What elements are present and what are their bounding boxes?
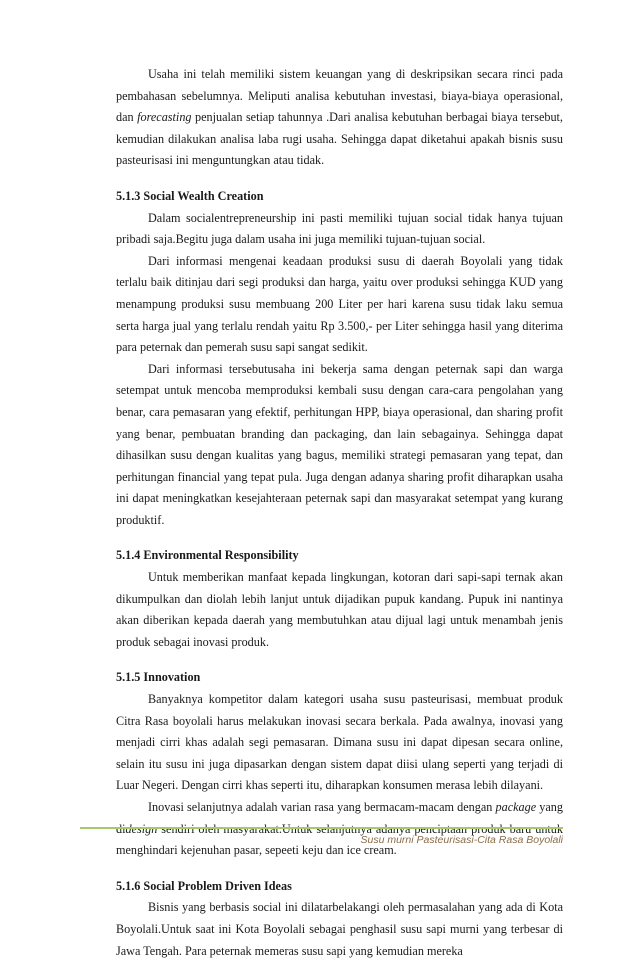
paragraph-514: Untuk memberikan manfaat kepada lingkungan, kotoran dari sapi-sapi ternak akan dikumpulkan dan diolah lebih lanjut untuk dijadikan pupuk kandang. Pupuk ini nantinya akan diberikan kepada daerah yang membutuhkan atau dijual lagi untuk menambah jenis produk sebagai inovasi produk. [116,570,563,649]
paragraph-513-a: Dalam socialentrepreneurship ini pasti memiliki tujuan social tidak hanya tujuan pribadi saja.Begitu juga dalam usaha ini juga memiliki tujuan-tujuan social. [116,210,563,247]
heading-social-wealth-creation: 5.1.3 Social Wealth Creation [116,188,264,203]
paragraph-515-a: Banyaknya kompetitor dalam kategori usaha susu pasteurisasi, membuat produk Citra Rasa boyolali harus melakukan inovasi secara berkala. Pada awalnya, inovasi yang menjadi cirri khas adalah segi pemasaran. Dimana susu ini dapat dipesan secara online, selain itu susu ini juga dipasarkan dengan sistem dapat diisi ulang seperti yang terjadi di Luar Negeri. Dengan cirri khas seperti itu, diharapkan konsumen merasa lebih dilayani. [116,692,563,793]
forecasting-term: forecasting [137,110,192,125]
heading-environmental-responsibility: 5.1.4 Environmental Responsibility [116,548,299,563]
footer-divider [80,827,563,829]
paragraph-515-b: Inovasi selanjutnya adalah varian rasa yang bermacam-macam dengan package yang menghindari kejenuhan pasar, sepeeti keju dan ice cream. [116,800,563,858]
heading-innovation: 5.1.5 Innovation [116,670,201,685]
paragraph-513-b: Dari informasi mengenai keadaan produksi susu di daerah Boyolali yang tidak terlalu baik ditinjau dari segi produksi dan harga, yaitu over produksi sehingga KUD yang menampung produksi susu membuang 200 Liter per hari karena susu tidak laku semua serta harga jual yang terlalu rendah yaitu Rp 3.500,- per Liter sehingga hasil yang diterima para peternak dan pemerah susu sapi sangat sedikit. [116,253,563,355]
footer-title: Susu murni Pasteurisasi-Cita Rasa Boyolali [360,834,563,846]
package-term: package [495,800,537,814]
paragraph-513-c: Dari informasi tersebutusaha ini bekerja sama dengan peternak sapi dan warga setempat untuk mencoba memproduksi kembali susu dengan cara-cara pengolahan yang benar, cara pemasaran yang efektif, perhitungan HPP, biaya operasional, dan sharing profit yang benar, pembuatan branding dan packaging, dan lain sebagainya. Sehingga dapat dihasilkan susu dengan kualitas yang bagus, memiliki strategi pemasaran yang tepat, dan perhitungan financial yang tepat pula. Juga dengan adanya sharing profit diharapkan usaha ini dapat meningkatkan kesejahteraan peternak sapi dan masyarakat setempat yang kurang produktif. [116,361,563,527]
intro-paragraph: Usaha ini telah memiliki sistem keuangan yang di deskripsikan secara rinci pada pembahasan sebelumnya. Meliputi analisa kebutuhan investasi, biaya-biaya operasional, dan forecasting penjualan setiap tahunnya .Dari analisa kebutuhan berbagai biaya tersebut, kemudian dilakukan analisa laba rugi usaha. Sehingga dapat diketahui apakah bisnis susu pasteurisasi ini menguntungkan atau tidak. [116,67,563,168]
paragraph-516: Bisnis yang berbasis social ini dilatarbelakangi oleh permasalahan yang ada di Kota Boyolali.Untuk saat ini Kota Boyolali sebagai penghasil susu sapi murni yang terbesar di Jawa Tengah. Para peternak memeras susu sapi yang kemudian mereka [116,900,563,958]
heading-social-problem-driven-ideas: 5.1.6 Social Problem Driven Ideas [116,878,292,893]
